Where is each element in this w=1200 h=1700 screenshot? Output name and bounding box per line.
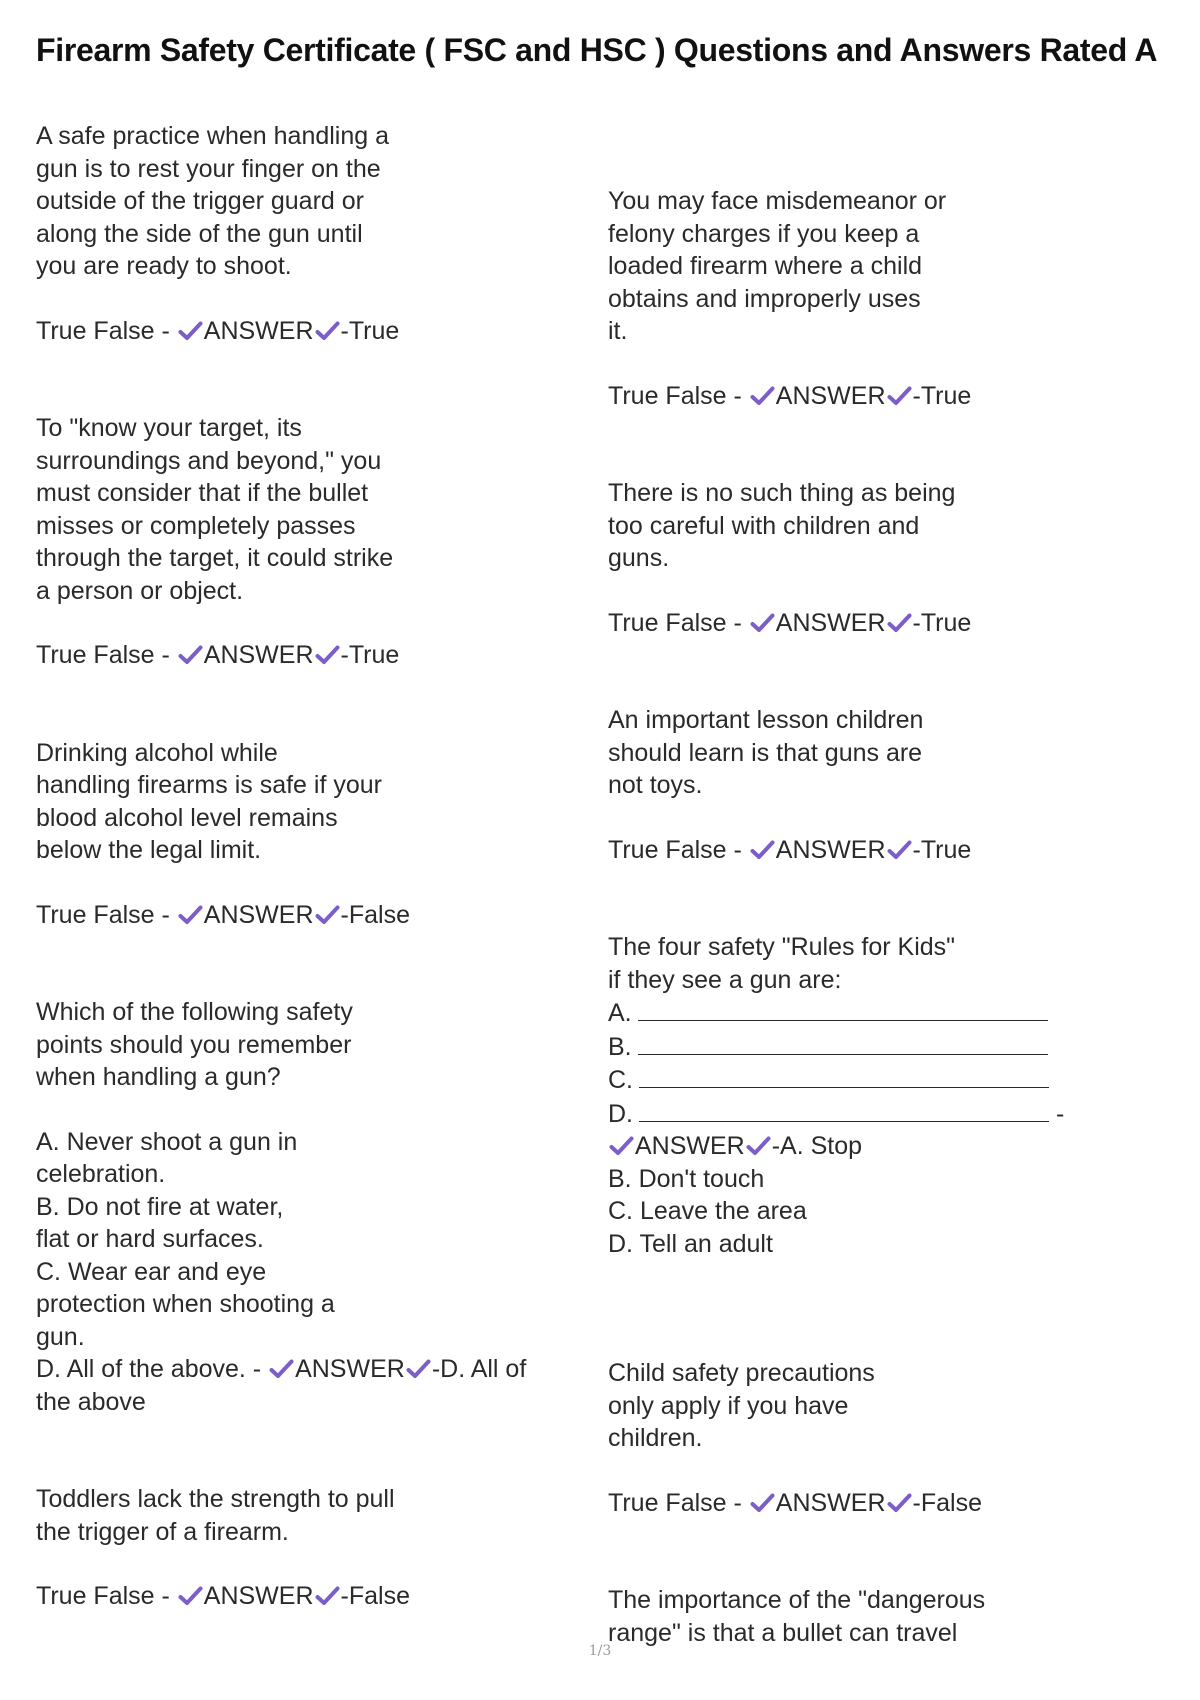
blank-line: B. bbox=[608, 1030, 1168, 1064]
blank-line: D. - bbox=[608, 1097, 1168, 1131]
left-column bbox=[36, 120, 596, 1613]
blank-line: A. bbox=[608, 996, 1168, 1030]
checkmark-icon bbox=[750, 1493, 775, 1513]
answer-value: -True bbox=[340, 641, 400, 669]
page-title: Firearm Safety Certificate ( FSC and HSC ) Questions and Answers Rated A bbox=[36, 32, 1158, 68]
checkmark-icon bbox=[315, 1586, 340, 1606]
answer-value: -True bbox=[912, 608, 972, 637]
answer-label: ANSWER bbox=[775, 835, 886, 864]
question-text: You may face misdemeanor or felony charges if you keep a loaded firearm where a child obtains and improperly uses it. bbox=[608, 187, 947, 345]
answer-continuation: B. Don't touch C. Leave the area D. Tell an adult bbox=[608, 1164, 807, 1258]
answer-continuation: the above bbox=[36, 1387, 146, 1416]
question-block bbox=[36, 412, 596, 672]
answer-value: -True bbox=[912, 835, 972, 864]
question-block bbox=[608, 1584, 1168, 1649]
answer-value: -False bbox=[340, 900, 410, 929]
answer-prefix: True False - bbox=[36, 316, 177, 345]
question-block bbox=[608, 477, 1168, 639]
blank-line: C. bbox=[608, 1063, 1168, 1097]
answer-label: ANSWER bbox=[203, 1582, 314, 1610]
question-text: There is no such thing as being too careful with children and guns. bbox=[608, 479, 956, 572]
blank-input bbox=[638, 996, 1048, 1021]
answer-value: -False bbox=[340, 1582, 410, 1610]
answer-line bbox=[608, 1130, 1168, 1163]
checkmark-icon bbox=[887, 613, 912, 633]
answer-line bbox=[608, 834, 1168, 867]
blank-input bbox=[639, 1063, 1049, 1088]
question-block bbox=[608, 185, 1168, 412]
question-text: Drinking alcohol while handling firearms is safe if your blood alcohol level remains below the legal limit. bbox=[36, 738, 382, 864]
answer-label: ANSWER bbox=[635, 1132, 745, 1160]
checkmark-icon bbox=[178, 1586, 203, 1606]
question-text: The four safety "Rules for Kids" if they see a gun are: bbox=[608, 933, 956, 994]
answer-options: A. Never shoot a gun in celebration. B. Do not fire at water, flat or hard surfaces. C. Wear ear and eye protection when shooting a gun. bbox=[36, 1127, 335, 1351]
right-column bbox=[608, 120, 1168, 1649]
answer-line bbox=[608, 1487, 1168, 1520]
question-block bbox=[36, 1483, 596, 1613]
checkmark-icon bbox=[315, 321, 340, 341]
blank-input bbox=[639, 1097, 1049, 1122]
question-text: An important lesson children should learn is that guns are not toys. bbox=[608, 706, 924, 799]
answer-prefix: D. All of the above. - bbox=[36, 1355, 269, 1383]
checkmark-icon bbox=[315, 645, 340, 665]
checkmark-icon bbox=[178, 321, 203, 341]
answer-prefix: True False - bbox=[608, 381, 749, 410]
answer-prefix: True False - bbox=[36, 900, 177, 929]
answer-line bbox=[608, 607, 1168, 640]
answer-line bbox=[36, 639, 596, 672]
checkmark-icon bbox=[887, 386, 912, 406]
checkmark-icon bbox=[887, 840, 912, 860]
checkmark-icon bbox=[406, 1359, 431, 1379]
blank-suffix: - bbox=[1055, 1099, 1065, 1128]
checkmark-icon bbox=[269, 1359, 294, 1379]
question-block bbox=[36, 120, 596, 347]
checkmark-icon bbox=[887, 1493, 912, 1513]
checkmark-icon bbox=[746, 1136, 771, 1156]
answer-line bbox=[36, 1580, 596, 1613]
checkmark-icon bbox=[750, 386, 775, 406]
answer-label: ANSWER bbox=[203, 641, 314, 669]
checkmark-icon bbox=[750, 613, 775, 633]
answer-label: ANSWER bbox=[203, 900, 314, 929]
answer-prefix: True False - bbox=[608, 608, 749, 637]
answer-line bbox=[36, 315, 596, 348]
checkmark-icon bbox=[750, 840, 775, 860]
question-block bbox=[36, 996, 596, 1418]
answer-line bbox=[608, 380, 1168, 413]
checkmark-icon bbox=[315, 905, 340, 925]
answer-prefix: True False - bbox=[36, 641, 177, 669]
answer-prefix: True False - bbox=[36, 1582, 177, 1610]
answer-value: -True bbox=[340, 316, 400, 345]
question-text: Toddlers lack the strength to pull the trigger of a firearm. bbox=[36, 1485, 395, 1546]
answer-value: -False bbox=[912, 1488, 982, 1517]
question-text: The importance of the "dangerous range" is that a bullet can travel bbox=[608, 1586, 986, 1647]
answer-label: ANSWER bbox=[775, 381, 886, 410]
question-text: A safe practice when handling a gun is to rest your finger on the outside of the trigger guard or along the side of the gun until you are ready to shoot. bbox=[36, 122, 390, 280]
checkmark-icon bbox=[178, 905, 203, 925]
checkmark-icon bbox=[609, 1136, 634, 1156]
question-block bbox=[608, 704, 1168, 866]
question-text: Which of the following safety points should you remember when handling a gun? bbox=[36, 998, 353, 1091]
question-text: To "know your target, its surroundings and beyond," you must consider that if the bullet misses or completely passes through the target, it could strike a person or object. bbox=[36, 414, 394, 605]
question-block bbox=[608, 1357, 1168, 1519]
answer-line bbox=[36, 1353, 596, 1386]
answer-value: -A. Stop bbox=[771, 1132, 863, 1160]
question-block bbox=[608, 931, 1168, 1260]
answer-value: -D. All of bbox=[431, 1355, 527, 1383]
question-text: Child safety precautions only apply if you have children. bbox=[608, 1359, 875, 1452]
answer-prefix: True False - bbox=[608, 835, 749, 864]
answer-label: ANSWER bbox=[203, 316, 314, 345]
answer-label: ANSWER bbox=[775, 1488, 886, 1517]
page-number: 1/3 bbox=[588, 1643, 612, 1659]
answer-line bbox=[36, 899, 596, 932]
checkmark-icon bbox=[178, 645, 203, 665]
blank-input bbox=[638, 1030, 1048, 1055]
answer-label: ANSWER bbox=[295, 1355, 405, 1383]
answer-label: ANSWER bbox=[775, 608, 886, 637]
answer-prefix: True False - bbox=[608, 1488, 749, 1517]
answer-value: -True bbox=[912, 381, 972, 410]
question-block bbox=[36, 737, 596, 932]
